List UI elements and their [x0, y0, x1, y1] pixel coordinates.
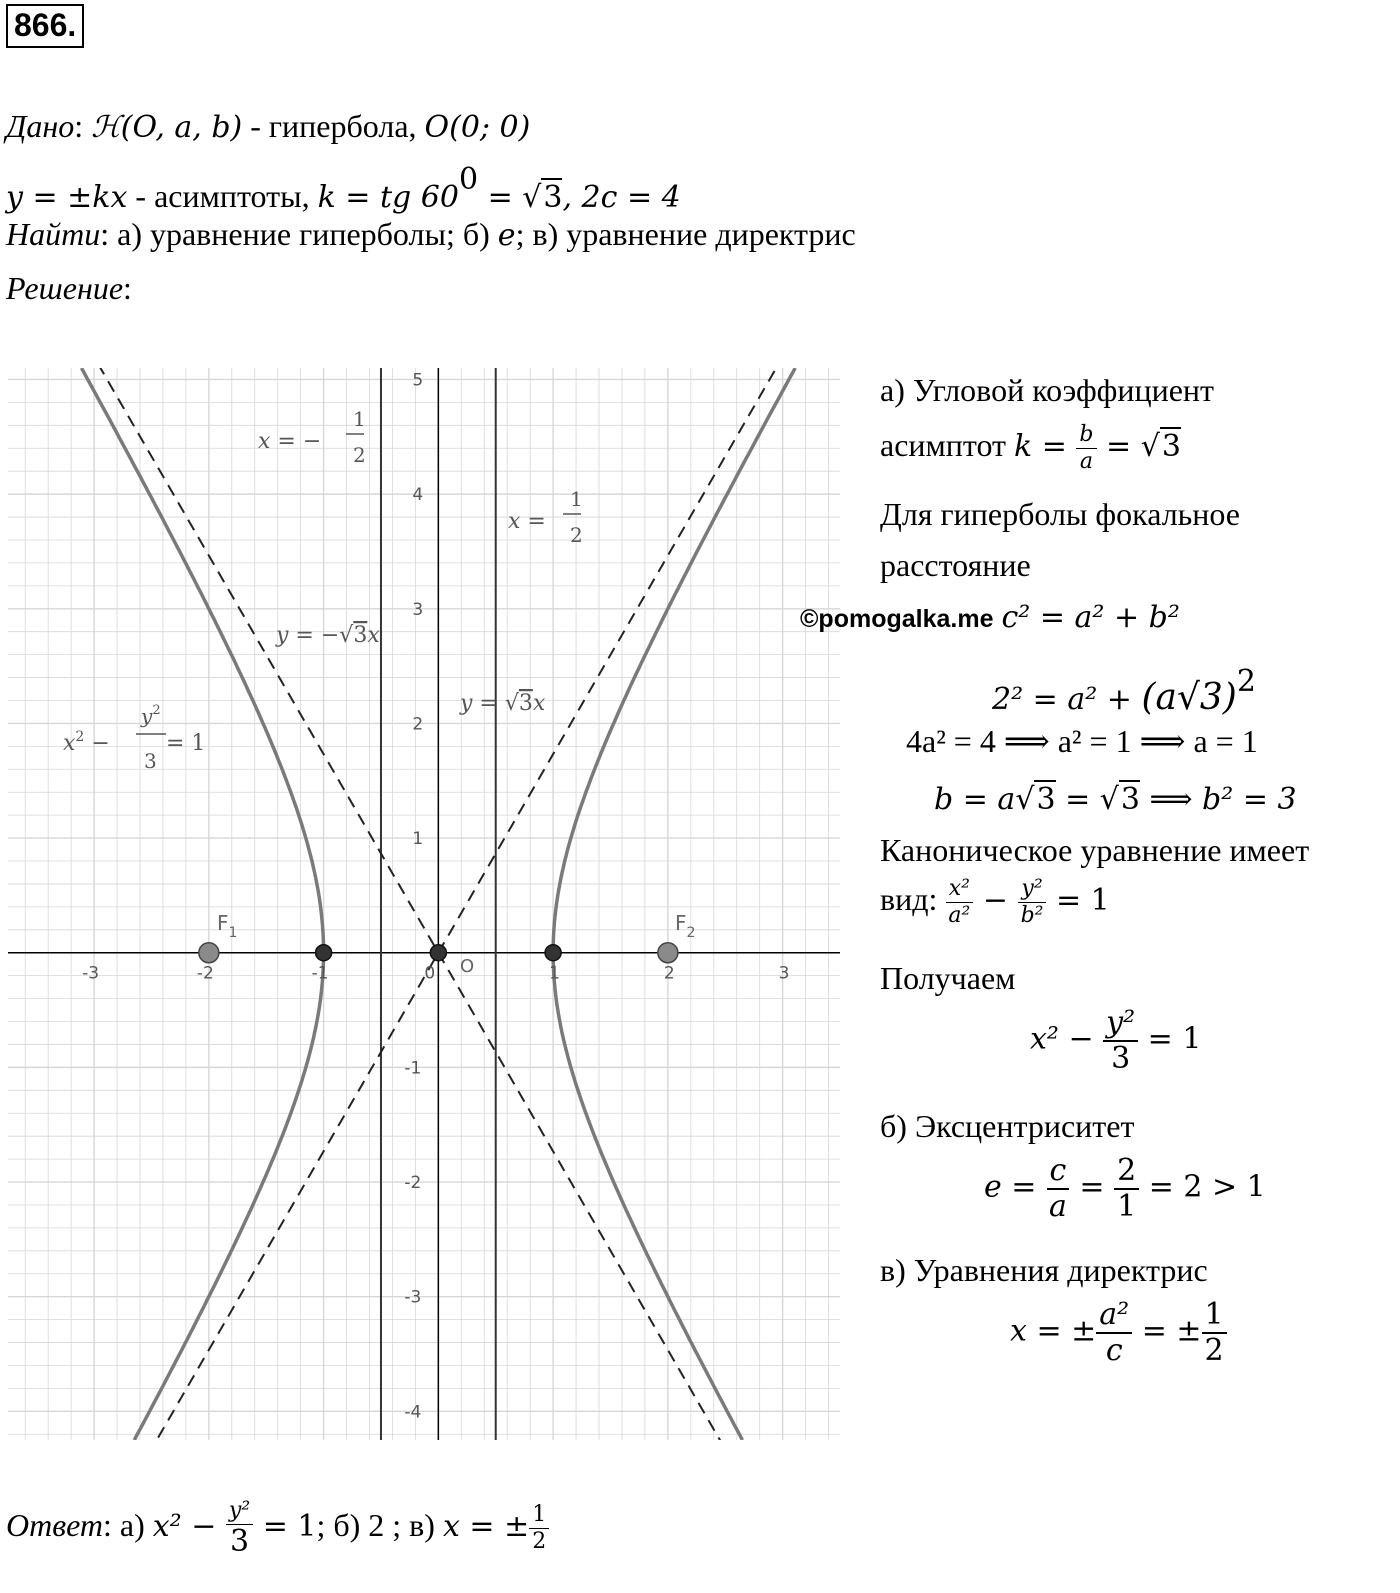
- hyperbola-eq-rhs: = 1: [166, 731, 206, 756]
- origin-label: O: [460, 956, 475, 977]
- hyperbola-branch: [82, 368, 324, 1440]
- y-tick-label: 5: [412, 370, 424, 391]
- answer-line: [6, 1500, 549, 1557]
- vertex-point: [430, 945, 446, 961]
- slope-text: асимптот: [880, 426, 1015, 463]
- eq2-paren: (a√3): [1141, 677, 1237, 718]
- root-value: 3: [1036, 782, 1056, 817]
- y-tick-label: 3: [412, 599, 424, 620]
- x-tick-label: 3: [778, 963, 790, 984]
- e-eq: e =: [984, 1169, 1046, 1205]
- eq4-right: ⟹ b² = 3: [1139, 782, 1297, 817]
- frac-den: a: [1048, 1189, 1067, 1224]
- directrix-left-num: 1: [353, 407, 366, 431]
- y-tick-label: -2: [404, 1173, 422, 1194]
- given-text: - гипербола,: [242, 108, 425, 144]
- eq-sign: =: [1069, 1169, 1115, 1205]
- frac-den: b²: [1020, 903, 1044, 928]
- directrix-left-label: x = −: [258, 429, 322, 454]
- part-a-title: а) Угловой коэффициент: [880, 372, 1215, 408]
- answer-eq: = 1: [253, 1508, 317, 1544]
- focus-point: [658, 943, 678, 963]
- asym-pos-label: y = √3x: [460, 691, 546, 716]
- x-tick-label: 0: [424, 963, 436, 984]
- watermark: ©pomogalka.me: [800, 605, 994, 633]
- frac-den: 1: [1117, 1189, 1137, 1224]
- eq4-left: b = a: [934, 782, 1016, 817]
- e-tail: = 2 > 1: [1139, 1169, 1266, 1205]
- answer-x2: x² −: [152, 1508, 226, 1544]
- answer-x-pm: x = ±: [442, 1508, 530, 1544]
- frac-num: b: [1076, 424, 1096, 449]
- a2-over-c: [1096, 1297, 1132, 1368]
- find-text: : а) уравнение гиперболы; б): [100, 216, 498, 252]
- y-tick-label: 1: [412, 829, 424, 850]
- frac-num: y²: [1018, 878, 1045, 903]
- root-value: 3: [543, 180, 563, 215]
- x-tick-label: -1: [311, 963, 329, 984]
- given-line-1: Дано: ℋ(O, a, b) - гипербола, O(0; 0): [6, 108, 531, 145]
- x-tick-label: -2: [196, 963, 214, 984]
- asymptotes-text: - асимптоты,: [127, 178, 318, 214]
- find-label: Найти: [6, 216, 101, 252]
- problem-number: 866.: [6, 4, 84, 48]
- graph-labels: [63, 407, 583, 773]
- frac-den: 3: [1111, 1041, 1131, 1076]
- degree-sup: 0: [458, 162, 479, 197]
- result-equation: [1030, 1005, 1202, 1076]
- grid: [8, 368, 840, 1440]
- focus-point: [199, 943, 219, 963]
- result-rhs: = 1: [1138, 1021, 1202, 1057]
- directrix-right-den: 2: [570, 523, 583, 547]
- frac-num: 1: [1202, 1300, 1227, 1334]
- hyperbola-branch: [553, 368, 795, 1440]
- eq-one: = 1: [1046, 882, 1110, 918]
- y-tick-label: -3: [404, 1287, 422, 1308]
- x2-over-a2: [945, 878, 973, 927]
- point-labels: [217, 911, 695, 977]
- b-over-a: [1076, 424, 1096, 473]
- f2-label: $F_2$: [675, 911, 696, 941]
- slope-line: асимптот k = $\frac{b}{a}$ = √3: [880, 422, 1181, 474]
- eq2-line: [992, 664, 1256, 718]
- minus-sign: −: [973, 882, 1018, 918]
- eq2-sq: 2: [1236, 664, 1256, 699]
- canonical-text: Каноническое уравнение имеет: [880, 832, 1310, 868]
- hyperbola-eq-label: $x^2$ −: [63, 729, 110, 756]
- k-formula: k = tg 60: [317, 180, 459, 215]
- y2-over-b2: [1018, 878, 1047, 927]
- c-squared-line: [800, 598, 1180, 635]
- directrix-right-label: x =: [508, 509, 546, 534]
- find-e: e: [497, 218, 516, 253]
- pm-sign: = ±: [1132, 1313, 1202, 1349]
- part-b-title: б) Эксцентриситет: [880, 1108, 1135, 1144]
- frac-num: x²: [946, 878, 973, 903]
- frac-den: 3: [229, 1524, 250, 1559]
- answer-part-b: ; б) 2 ; в): [316, 1506, 443, 1543]
- frac-num: a²: [1096, 1300, 1132, 1334]
- frac-den: a: [1079, 449, 1094, 474]
- directrix-eq: [1010, 1297, 1227, 1368]
- x-eq: x = ±: [1010, 1313, 1097, 1349]
- root-value: 3: [1120, 782, 1140, 817]
- y-tick-label: -4: [404, 1402, 422, 1423]
- canonical-label: вид:: [880, 880, 946, 917]
- asymptote-line: [8, 368, 840, 1440]
- frac-den: 2: [532, 1529, 547, 1554]
- directrix-left-den: 2: [353, 443, 366, 467]
- x-tick-label: -3: [82, 963, 100, 984]
- asym-neg-label: y = −√3x: [276, 623, 380, 648]
- one-over-two: [1202, 1297, 1227, 1368]
- y-tick-label: 2: [412, 714, 424, 735]
- c-over-a: [1046, 1153, 1070, 1224]
- f1-label: $F_1$: [217, 911, 238, 941]
- eq2-left: 2² = a² +: [992, 682, 1142, 717]
- vertex-point: [545, 945, 561, 961]
- k-eq: k =: [1014, 428, 1077, 464]
- find-text-2: ; в) уравнение директрис: [515, 216, 856, 252]
- two-over-one: [1114, 1153, 1139, 1224]
- answer-label: Ответ: [6, 1506, 103, 1543]
- directrix-right-num: 1: [570, 487, 583, 511]
- hyperbola-graph: [8, 368, 840, 1440]
- frac-den: a²: [948, 903, 971, 928]
- y2-over-3: [1103, 1005, 1138, 1076]
- solution-label: Решение: [6, 270, 124, 306]
- given-label: Дано: [6, 108, 75, 144]
- eq4-mid: =: [1055, 782, 1100, 817]
- graph-marks: [8, 368, 840, 1440]
- result-label: Получаем: [880, 960, 1016, 996]
- eq-sign: =: [1096, 428, 1141, 464]
- hyperbola-notation: ℋ(O, a, b): [91, 110, 243, 145]
- origin-notation: O(0; 0): [424, 110, 531, 145]
- hyperbola-eq-num: $y^2$: [141, 703, 161, 728]
- asymptote-line: [8, 368, 840, 1440]
- focal-formula: , 2c = 4: [562, 180, 681, 215]
- frac-num: y²: [226, 1500, 253, 1525]
- y-tick-label: 4: [412, 485, 424, 506]
- frac-num: c: [1047, 1156, 1070, 1190]
- answer-half: [529, 1504, 549, 1553]
- given-line-2: y = ±kx - асимптоты, k = tg $60^0 = √3$, 2c = 4: [6, 162, 681, 215]
- eq3-line: 4a² = 4 ⟹ a² = 1 ⟹ a = 1: [906, 723, 1258, 759]
- frac-num: 2: [1114, 1156, 1139, 1190]
- c-squared-formula: c² = a² + b²: [1001, 600, 1180, 635]
- frac-num: 1: [529, 1504, 549, 1529]
- eq-sign: =: [478, 180, 523, 215]
- x-tick-label: 1: [549, 963, 560, 984]
- part-v-title: в) Уравнения директрис: [880, 1252, 1208, 1288]
- frac-num: y²: [1103, 1008, 1138, 1042]
- focal-text-2: расстояние: [880, 547, 1031, 583]
- canonical-form: [880, 878, 1110, 927]
- find-line: [6, 216, 856, 253]
- frac-den: 2: [1204, 1333, 1224, 1368]
- hyperbola-eq-den: 3: [144, 749, 157, 773]
- frac-den: c: [1105, 1333, 1123, 1368]
- vertex-point: [316, 945, 332, 961]
- answer-y2-over-3: [226, 1500, 253, 1557]
- root-value: 3: [1161, 428, 1181, 464]
- asymptotes-formula: y = ±kx: [6, 180, 128, 215]
- y-tick-label: -1: [404, 1058, 422, 1079]
- result-x2: x² −: [1030, 1021, 1104, 1057]
- eq4-line: b = a√3 = √3 ⟹ b² = 3: [934, 782, 1297, 817]
- solution-line: Решение:: [6, 270, 132, 306]
- x-tick-label: 2: [663, 963, 675, 984]
- focal-text-1: Для гиперболы фокальное: [880, 496, 1240, 532]
- answer-part-a: : а): [103, 1506, 153, 1543]
- eccentricity-eq: [984, 1153, 1266, 1224]
